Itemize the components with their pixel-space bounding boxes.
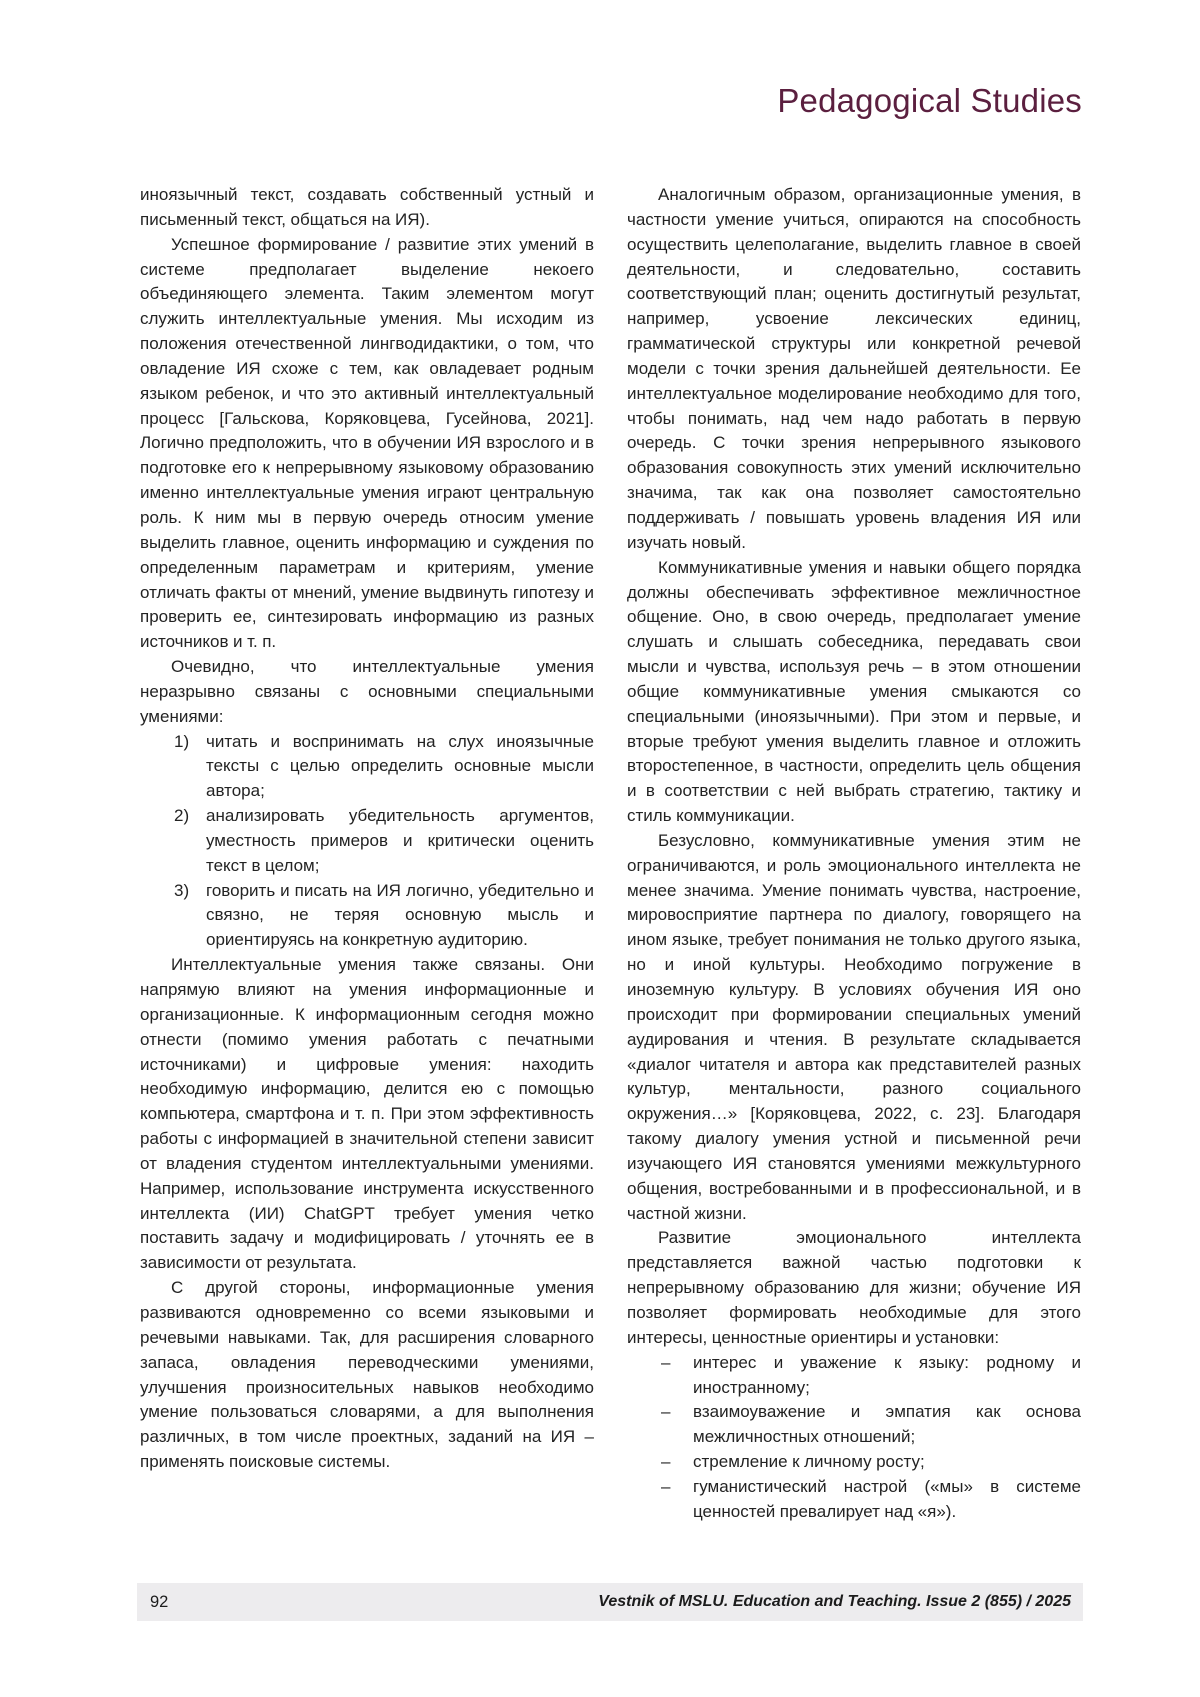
paragraph: Очевидно, что интеллектуальные умения неразрывно связаны с основными специальными умениями:: [140, 657, 594, 726]
list-item: [627, 1400, 1081, 1450]
list-marker: 1): [174, 731, 190, 751]
list-item: [140, 730, 594, 805]
dash-list: [627, 1351, 1081, 1525]
list-marker: –: [661, 1402, 671, 1422]
list-item-text: интерес и уважение к языку: родному и иностранному;: [693, 1352, 1081, 1397]
paragraph: Аналогичным образом, организационные умения, в частности умение учиться, опираются на способность осуществить целеполагание, выделить главное в своей деятельности, и следовательно, составить соответствующий план; оценить достигнутый результат, например, усвоение лексических единиц, грамматической структуры или конкретной речевой модели с точки зрения дальнейшей деятельности. Ее интеллектуальное моделирование необходимо для того, чтобы понимать, над чем надо работать в первую очередь. С точки зрения непрерывного языкового образования совокупность этих умений исключительно значима, так как она позволяет самостоятельно поддерживать / повышать уровень владения ИЯ или изучать новый.: [627, 185, 1081, 552]
left-column: [140, 183, 594, 1525]
list-item-text: гуманистический настрой («мы» в системе ценностей превалирует над «я»).: [693, 1476, 1081, 1521]
list-marker: –: [661, 1352, 671, 1372]
numbered-list: [140, 730, 594, 954]
list-item-text: анализировать убедительность аргументов, уместность примеров и критически оценить текст в целом;: [206, 806, 594, 875]
list-item: [627, 1450, 1081, 1475]
paragraph: С другой стороны, информационные умения развиваются одновременно со всеми языковыми и речевыми навыками. Так, для расширения словарного запаса, овладения переводческими умениями, улучшения произносительных навыков необходимо умение пользоваться словарями, а для выполнения различных, в том числе проектных, заданий на ИЯ – применять поисковые системы.: [140, 1278, 594, 1472]
list-item-text: говорить и писать на ИЯ логично, убедительно и связно, не теряя основную мысль и ориентируясь на конкретную аудиторию.: [206, 880, 594, 950]
list-marker: 2): [174, 806, 190, 826]
list-marker: –: [661, 1452, 671, 1472]
list-marker: 3): [174, 880, 190, 900]
paragraph: Развитие эмоционального интеллекта представляется важной частью подготовки к непрерывному образованию для жизни; обучение ИЯ позволяет формировать необходимые для этого интересы, ценностные ориентиры и установки:: [627, 1228, 1081, 1347]
paragraph: Успешное формирование / развитие этих умений в системе предполагает выделение некоего объединяющего элемента. Таким элементом могут служить интеллектуальные умения. Мы исходим из положения отечественной лингводидактики, о том, что овладение ИЯ схоже с тем, как овладевает родным языком ребенок, и что это активный интеллектуальный процесс [Гальскова, Коряковцева, Гусейнова, 2021]. Логично предположить, что в обучении ИЯ взрослого и в подготовке его к непрерывному языковому образованию именно интеллектуальные умения играют центральную роль. К ним мы в первую очередь относим умение выделить главное, оценить информацию и суждения по определенным параметрам и критериям, умение отличать факты от мнений, умение выдвинуть гипотезу и проверить ее, синтезировать информацию из разных источников и т. п.: [140, 234, 594, 652]
paragraph: иноязычный текст, создавать собственный устный и письменный текст, общаться на ИЯ).: [140, 185, 594, 229]
footer-bar: [137, 1583, 1083, 1621]
list-item-text: стремление к личному росту;: [693, 1452, 925, 1472]
list-item: [627, 1475, 1081, 1525]
list-item: [140, 879, 594, 954]
list-item-text: взаимоуважение и эмпатия как основа межличностных отношений;: [693, 1402, 1081, 1447]
list-marker: –: [661, 1476, 671, 1496]
list-item: [140, 804, 594, 879]
list-item-text: читать и воспринимать на слух иноязычные тексты с целью определить основные мысли автора;: [206, 731, 594, 801]
page-title: Pedagogical Studies: [777, 82, 1082, 119]
journal-citation: Vestnik of MSLU. Education and Teaching. Issue 2 (855) / 2025: [598, 1593, 1071, 1610]
page-number: 92: [150, 1592, 169, 1611]
list-item: [627, 1351, 1081, 1401]
paragraph: Интеллектуальные умения также связаны. Они напрямую влияют на умения информационные и организационные. К информационным сегодня можно отнести (помимо умения работать с печатными источниками) и цифровые умения: находить необходимую информацию, делится ею с помощью компьютера, смартфона и т. п. При этом эффективность работы с информацией в значительной степени зависит от владения студентом интеллектуальными умениями. Например, использование инструмента искусственного интеллекта (ИИ) ChatGPT требует умения четко поставить задачу и модифицировать / уточнять ее в зависимости от результата.: [140, 955, 594, 1273]
article-body: [140, 183, 1082, 1525]
paragraph: Коммуникативные умения и навыки общего порядка должны обеспечивать эффективное межличностное общение. Оно, в свою очередь, предполагает умение слушать и слышать собеседника, передавать свои мысли и чувства, используя речь – в этом отношении общие коммуникативные умения смыкаются со специальными (иноязычными). При этом и первые, и вторые требуют умения выделить главное и отложить второстепенное, в частности, определить цель общения и в соответствии с ней выбрать стратегию, тактику и стиль коммуникации.: [627, 557, 1081, 826]
right-column: [627, 183, 1081, 1525]
paragraph: Безусловно, коммуникативные умения этим не ограничиваются, и роль эмоционального интеллекта не менее значима. Умение понимать чувства, настроение, мировосприятие партнера по диалогу, говорящего на ином языке, требует понимания не только другого языка, но и иной культуры. Необходимо погружение в иноземную культуру. В условиях обучения ИЯ оно происходит при формировании специальных умений аудирования и чтения. В результате складывается «диалог читателя и автора как представителей разных культур, ментальности, разного социального окружения…» [Коряковцева, 2022, с. 23]. Благодаря такому диалогу умения устной и письменной речи изучающего ИЯ становятся умениями межкультурного общения, востребованными и в профессиональной, и в частной жизни.: [627, 830, 1081, 1223]
